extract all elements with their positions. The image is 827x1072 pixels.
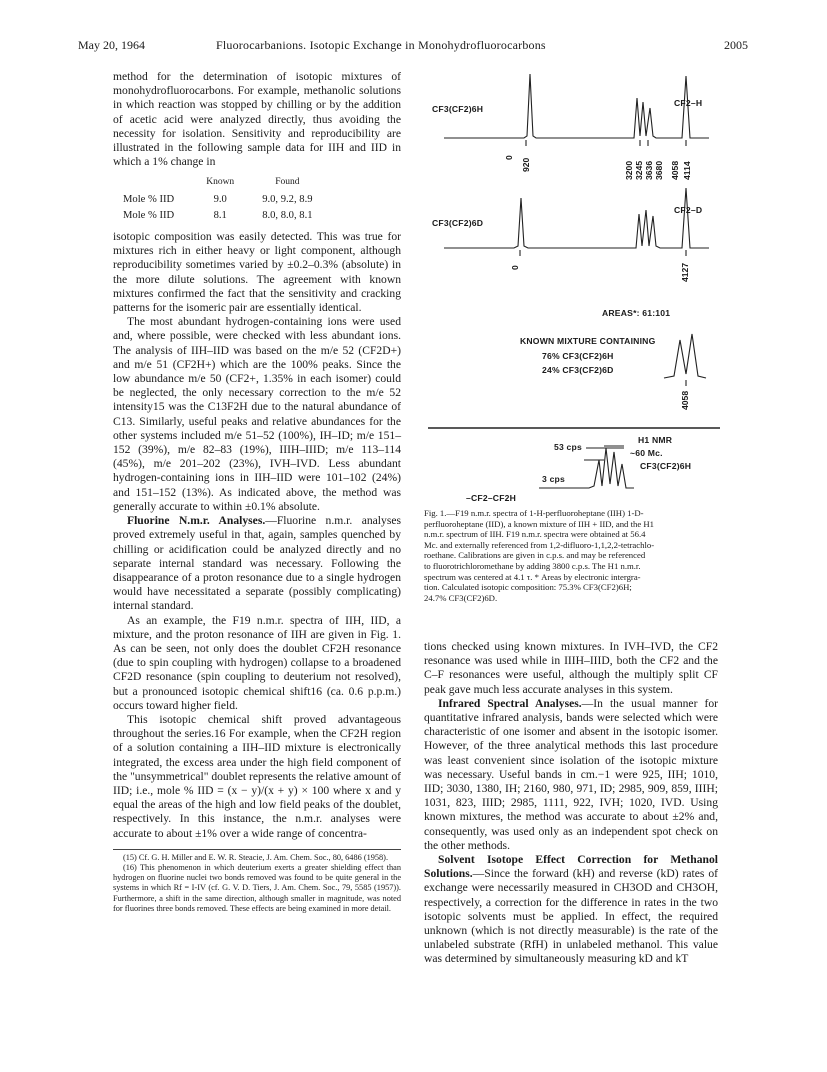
caption-line: Fig. 1.—F19 n.m.r. spectra of 1-H-perfluoroheptane (IIH) 1-D- <box>424 508 644 518</box>
paragraph <box>424 697 718 853</box>
tick-label: 0 <box>504 155 514 160</box>
tick-label: 3245 <box>634 160 644 180</box>
tick-label: 0 <box>510 265 520 270</box>
page-header <box>78 38 748 54</box>
areas-label: AREAS*: 61:101 <box>602 308 671 318</box>
spectrum-trace-1 <box>444 74 709 138</box>
cps-label: 53 cps <box>554 442 582 452</box>
tick-label: 4058 <box>680 390 690 410</box>
paragraph: This isotopic chemical shift proved advantageous throughout the series.16 For example, when the CF2H region of a solution containing a IIH–IID mixture is electronically integrated, the excess area under the high field component of the "unsymmetrical" doublet represents the relative amount of IID; i.e., mole % IID = (x − y)/(x + y) × 100 where x and y equal the areas of the high and low field peaks of the doublet, respectively. In this instance, the n.m.r. analyses were accurate to about ±1% over a wide range of concentra- <box>113 712 401 840</box>
known-value: 9.0 <box>213 193 227 205</box>
section-heading: Fluorine N.m.r. Analyses. <box>127 514 266 528</box>
running-title: Fluorocarbanions. Isotopic Exchange in Monohydrofluorocarbons <box>216 38 546 52</box>
spectrum-trace-2 <box>444 188 709 248</box>
footnote: (15) Cf. G. H. Miller and E. W. R. Steacie, J. Am. Chem. Soc., 80, 6486 (1958). <box>123 852 389 862</box>
paragraph-text: —Fluorine n.m.r. analyses proved extremely useful in that, again, samples quenched by chilling or acidification could be analyzed directly and no separate internal standard was necessary. Following the disappearance of a proton resonance due to a single hydrogen would have necessitated a separate (possibly complicating) internal standard. <box>113 514 401 613</box>
page-number: 2005 <box>724 38 748 52</box>
paragraph-text: —In the usual manner for quantitative infrared analysis, bands were selected which were characteristic of one isomer and absent in the isotopic isomer. However, of the three analytical methods this last procedure was least convenient since isolation of the isotopic mixture was necessary. Useful bands in cm.−1 were 925, IIH; 1010, IID; 3030, 1380, IH; 2160, 980, 971, ID; 2985, 909, 859, IIIH; 1031, 823, IIID; 2985, 1111, 922, IVH; 1020, IVD. Using known mixtures, the method was accurate to about ±2% and, consequently, was used only as an independent spot check on the other methods. <box>424 696 718 852</box>
caption-line: n.m.r. spectrum of IIH. F19 n.m.r. spectra were obtained at 56.4 <box>424 529 646 540</box>
panel1-formula: CF3(CF2)6H <box>432 104 484 114</box>
table-row <box>123 192 325 208</box>
paragraph: As an example, the F19 n.m.r. spectra of IIH, IID, a mixture, and the proton resonance of IIH are given in Fig. 1. As can be seen, not only does the doublet CF2H resonance (due to spin coupling with hydrogen) collapse to a broadened CF2D resonance (spin coupling to deuterium not resolved), but a pronounced isotopic chemical shift16 (ca. 0.6 p.p.m.) occurs toward higher field. <box>113 613 401 712</box>
tick-label: 4058 <box>670 160 680 180</box>
spectra-drawing <box>424 68 724 500</box>
group-label: –CF2–CF2H <box>466 493 517 503</box>
tick-label: 920 <box>521 157 531 172</box>
table-header-found: Found <box>275 177 300 188</box>
table-row <box>123 208 325 224</box>
found-value: 9.0, 9.2, 8.9 <box>262 193 313 205</box>
row-label: Mole % IID <box>123 209 175 221</box>
h-nmr-formula: CF3(CF2)6H <box>640 461 692 471</box>
caption-line: perfluoroheptane (IID), a known mixture of IIH + IID, and the H1 <box>424 518 654 529</box>
mixture-title: KNOWN MIXTURE CONTAINING <box>520 336 656 346</box>
found-value: 8.0, 8.0, 8.1 <box>262 209 313 221</box>
cps-label: 3 cps <box>542 474 565 484</box>
tick-label: 3636 <box>644 160 654 180</box>
right-column <box>424 640 718 967</box>
section-heading: Solvent Isotope Effect Correction for Methanol Solutions. <box>424 853 718 881</box>
mole-percent-table <box>123 175 325 224</box>
caption-line: Mc. and externally referenced from 1,2-difluoro-1,1,2,2-tetrachlo- <box>424 539 655 550</box>
mixture-line1: 76% CF3(CF2)6H <box>542 351 614 361</box>
caption-line: spectrum was centered at 4.1 τ. * Areas by electronic intergra- <box>424 571 641 582</box>
table-header-known: Known <box>206 177 235 188</box>
tick-label: 3680 <box>654 160 664 180</box>
paragraph-text: —Since the forward (kH) and reverse (kD) rates of exchange were necessarily measured in CH3OD and CH3OH, respectively, a correction for the difference in rates in the two isotopic solvents must be applied. In effect, the required unknown (which is not directly measurable) is the rate of the unlabeled substrate (RfH) in unlabeled methanol. This value was determined by simultaneously measuring kD and kT <box>424 867 718 966</box>
caption-line: to fluorotrichloromethane by adding 3800 c.p.s. The H1 n.m.r. <box>424 560 641 571</box>
paragraph: isotopic composition was easily detected. This was true for mixtures rich in either heavy or light component, although reproducibility sometimes varied by ±0.2–0.3% (absolute) in the more dilute solutions. The agreement with known mixtures confirmed the fact that the sensitivity and cracking patterns for the isomeric pair are essentially identical. <box>113 230 401 315</box>
row-label: Mole % IID <box>123 193 175 205</box>
section-heading: Infrared Spectral Analyses. <box>438 696 582 710</box>
caption-line: tion. Calculated isotopic composition: 75.3% CF3(CF2)6H; <box>424 582 632 593</box>
caption-line: 24.7% CF3(CF2)6D. <box>424 592 498 603</box>
spectrum-trace-3 <box>664 334 706 378</box>
h-nmr-frequency: ~60 Mc. <box>630 448 663 458</box>
tick-label: 4114 <box>682 161 692 180</box>
paragraph: The most abundant hydrogen-containing ions were used and, where possible, were checked with less abundant ions. The analysis of IIH–IID was based on the m/e 52 (CF2D+) and m/e 51 (CF2H+) which are the 100% peaks. Since the low abundance m/e 50 (CF2+, 1.35% in each isomer) could be neglected, the only necessary correction to the m/e 52 intensity15 was the C13F2H due to the natural abundance of C13. Similarly, useful peaks and relative abundances for the other systems included m/e 51–52 (100%), IH–ID; m/e 151–152 (39%), m/e 82–83 (19%), IIIH–IIID; m/e 113–114 (45%), m/e 201–202 (23%), IVH–IVD. Less abundant hydrogen-containing ions in IIH–IID were 101–102 (24%) and 151–152 (13%). As indicated above, the method was generally accurate to within ±0.1% absolute. <box>113 315 401 513</box>
tick-label: 4127 <box>680 262 690 282</box>
paragraph: method for the determination of isotopic mixtures of monohydrofluorocarbons. For example, methanolic solutions in which reaction was stopped by chilling or by the addition of acetic acid were analyzed directly, thus avoiding the necessity for isolation. Sensitivity and reproducibility are illustrated in the following sample data for IIH and IID in which a 1% change in <box>113 70 401 169</box>
caption-line: roethane. Calibrations are given in c.p.s. and may be referenced <box>424 550 646 561</box>
footnotes <box>113 849 401 914</box>
figure-caption <box>424 508 718 603</box>
paragraph <box>424 853 718 967</box>
footnote: (16) This phenomenon in which deuterium exerts a greater shielding effect than hydrogen on fluorine nuclei two bonds removed was found to be quite general in the systems in which Rf = I-IV (cf. G. V. D. Tiers, J. Am. Chem. Soc., 79, 5585 (1957)). Furthermore, a shift in the same direction, although smaller in magnitude, was noted for fluorines three bonds removed. These effects are being examined in more detail. <box>113 862 401 913</box>
panel2-group: CF2–D <box>674 205 703 215</box>
h-nmr-title: H1 NMR <box>638 435 673 445</box>
left-column <box>113 70 401 914</box>
paragraph <box>113 514 401 613</box>
mixture-line2: 24% CF3(CF2)6D <box>542 365 614 375</box>
panel2-formula: CF3(CF2)6D <box>432 218 484 228</box>
journal-date: May 20, 1964 <box>78 38 145 52</box>
paragraph: tions checked using known mixtures. In IVH–IVD, the CF2 resonance was used while in IIIH–IIID, both the CF2 and the C–F resonances were useful, although the multiply split CF peak gave much less accurate analyses in this system. <box>424 640 718 696</box>
nmr-figure <box>424 68 724 503</box>
tick-label: 3200 <box>624 160 634 180</box>
known-value: 8.1 <box>213 209 227 221</box>
panel1-group: CF2–H <box>674 98 703 108</box>
